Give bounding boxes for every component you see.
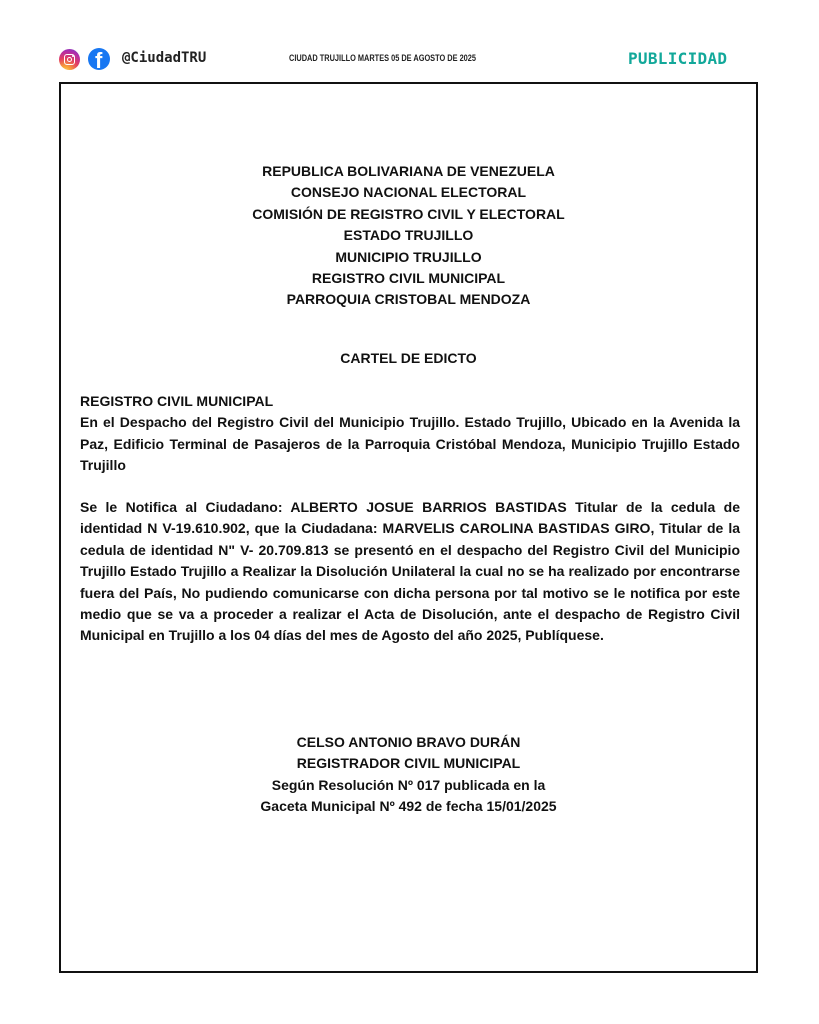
heading-line: REPUBLICA BOLIVARIANA DE VENEZUELA (262, 163, 555, 179)
issuing-authority-heading (61, 161, 756, 311)
heading-line: REGISTRO CIVIL MUNICIPAL (311, 270, 506, 287)
heading-line: MUNICIPIO TRUJILLO (335, 248, 482, 265)
heading-line: COMISIÓN DE REGISTRO CIVIL Y ELECTORAL (252, 205, 565, 222)
dateline: CIUDAD TRUJILLO MARTES 05 DE AGOSTO DE 2025 (289, 53, 476, 63)
instagram-icon[interactable] (59, 49, 80, 70)
signature-line: Gaceta Municipal Nº 492 de fecha 15/01/2025 (260, 798, 557, 815)
heading-line: PARROQUIA CRISTOBAL MENDOZA (286, 291, 531, 308)
intro-text: En el Despacho del Registro Civil del Municipio Trujillo. Estado Trujillo, Ubicado en la Avenida la Paz, Edificio Terminal de Pasajeros de la Parroquia Cristóbal Mendoza, Municipio Trujillo Estado Trujillo (80, 414, 740, 474)
social-handle[interactable]: @CiudadTRU (122, 50, 207, 66)
newspaper-header (0, 0, 819, 82)
signature-line: Según Resolución Nº 017 publicada en la (271, 776, 546, 793)
intro-paragraph (80, 391, 740, 477)
signature-block (61, 732, 756, 818)
edict-notice-box (59, 82, 758, 973)
notice-text: Se le Notifica al Ciudadano: ALBERTO JOSUE BARRIOS BASTIDAS Titular de la cedula de identidad N V-19.610.902, que la Ciudadana: MARVELIS CAROLINA BASTIDAS GIRO, Titular de la cedula de identidad N" V- 20.709.813 se presentó en el despacho del Registro Civil del Municipio Trujillo Estado Trujillo a Realizar la Disolución Unilateral la cual no se ha realizado por encontrarse fuera del País, No pudiendo comunicarse con dicha persona por tal motivo se le notifica por este medio que se va a proceder a realizar el Acta de Disolución, ante el despacho de Registro Civil Municipal en Trujillo a los 04 días del mes de Agosto del año 2025, Publíquese. (80, 499, 740, 644)
notice-paragraph (80, 497, 740, 647)
intro-label: REGISTRO CIVIL MUNICIPAL (80, 393, 274, 409)
heading-line: CONSEJO NACIONAL ELECTORAL (290, 184, 527, 201)
document-title: CARTEL DE EDICTO (340, 350, 477, 366)
section-label: PUBLICIDAD (628, 49, 728, 68)
signature-line: CELSO ANTONIO BRAVO DURÁN (296, 734, 521, 750)
heading-line: ESTADO TRUJILLO (343, 227, 474, 244)
signature-line: REGISTRADOR CIVIL MUNICIPAL (296, 755, 521, 772)
facebook-icon[interactable]: f (88, 48, 110, 70)
